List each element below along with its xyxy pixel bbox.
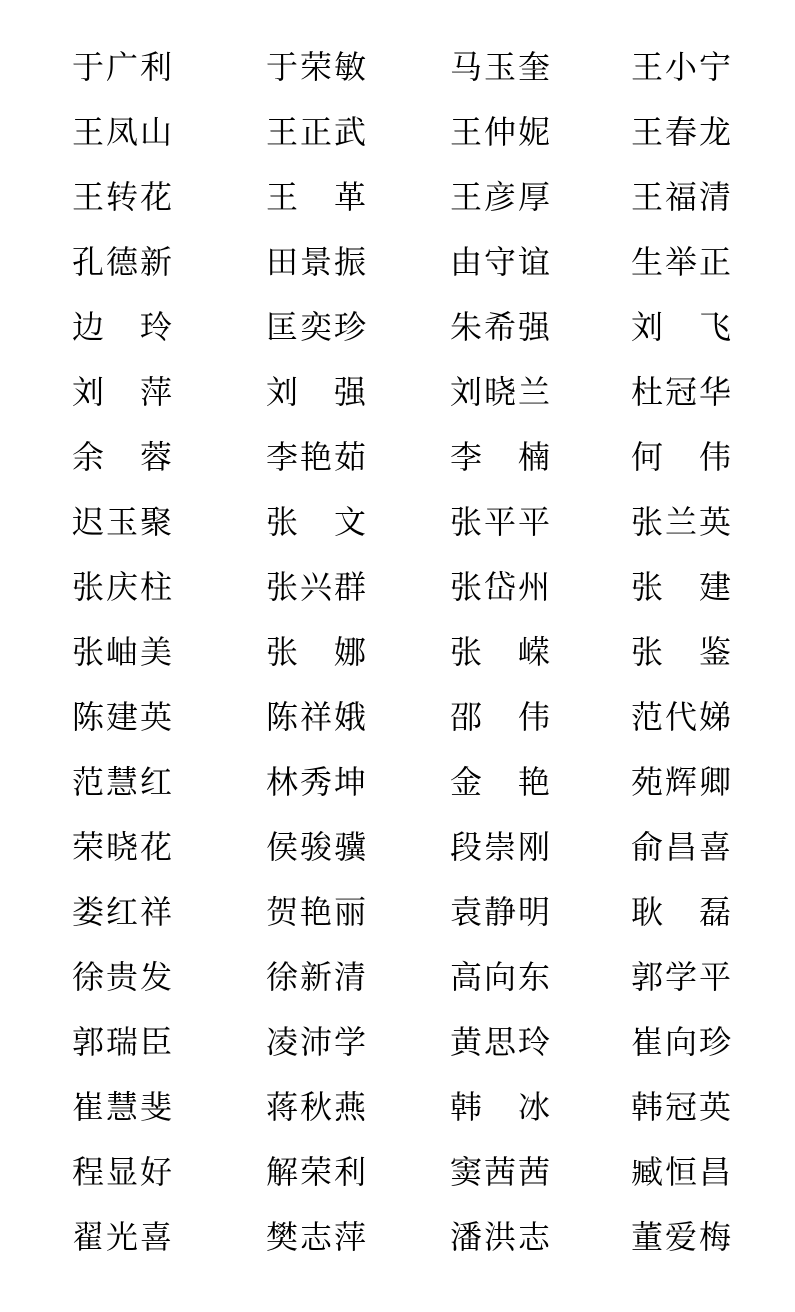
name-row [0,425,795,490]
name-row [0,815,795,880]
person-name: 蒋 秋 燕 [266,1088,367,1126]
name-row [0,100,795,165]
person-name: 范 慧 红 [72,763,173,801]
person-name: 高 向 东 [450,958,551,996]
person-name: 生 举 正 [631,243,732,281]
person-name: 娄 红 祥 [72,893,173,931]
name-row [0,35,795,100]
person-name: 崔 慧 斐 [72,1088,173,1126]
person-name: 张 庆 柱 [72,568,173,606]
person-name: 孔 德 新 [72,243,173,281]
person-name: 段 崇 刚 [450,828,551,866]
person-name: 余 蓉 [72,438,173,476]
person-name: 张 平 平 [450,503,551,541]
person-name: 于 广 利 [72,48,173,86]
person-name: 于 荣 敏 [266,48,367,86]
person-name: 韩 冠 英 [631,1088,732,1126]
name-row [0,880,795,945]
person-name: 王 小 宁 [631,48,732,86]
person-name: 王 转 花 [72,178,173,216]
person-name: 张 岫 美 [72,633,173,671]
person-name: 刘 强 [266,373,367,411]
person-name: 林 秀 坤 [266,763,367,801]
person-name: 张 建 [631,568,732,606]
name-row [0,685,795,750]
name-row [0,1010,795,1075]
person-name: 樊 志 萍 [266,1218,367,1256]
person-name: 张 文 [266,503,367,541]
person-name: 朱 希 强 [450,308,551,346]
person-name: 王 正 武 [266,113,367,151]
person-name: 王 福 清 [631,178,732,216]
person-name: 王 仲 妮 [450,113,551,151]
person-name: 马 玉 奎 [450,48,551,86]
person-name: 陈 祥 娥 [266,698,367,736]
person-name: 徐 贵 发 [72,958,173,996]
name-row [0,1075,795,1140]
person-name: 臧 恒 昌 [631,1153,732,1191]
name-row [0,360,795,425]
person-name: 何 伟 [631,438,732,476]
name-row [0,1140,795,1205]
person-name: 黄 思 玲 [450,1023,551,1061]
person-name: 贺 艳 丽 [266,893,367,931]
name-row [0,165,795,230]
person-name: 翟 光 喜 [72,1218,173,1256]
person-name: 崔 向 珍 [631,1023,732,1061]
person-name: 王 彦 厚 [450,178,551,216]
person-name: 耿 磊 [631,893,732,931]
person-name: 程 显 好 [72,1153,173,1191]
name-list [0,35,795,1270]
person-name: 刘 萍 [72,373,173,411]
name-row [0,750,795,815]
person-name: 张 鉴 [631,633,732,671]
name-row [0,490,795,555]
person-name: 刘 飞 [631,308,732,346]
person-name: 王 凤 山 [72,113,173,151]
name-row [0,295,795,360]
name-row [0,945,795,1010]
person-name: 张 兴 群 [266,568,367,606]
person-name: 田 景 振 [266,243,367,281]
person-name: 邵 伟 [450,698,551,736]
person-name: 郭 学 平 [631,958,732,996]
person-name: 匡 奕 珍 [266,308,367,346]
person-name: 李 艳 茹 [266,438,367,476]
person-name: 徐 新 清 [266,958,367,996]
person-name: 郭 瑞 臣 [72,1023,173,1061]
person-name: 韩 冰 [450,1088,551,1126]
name-row [0,230,795,295]
person-name: 侯 骏 骥 [266,828,367,866]
person-name: 杜 冠 华 [631,373,732,411]
person-name: 潘 洪 志 [450,1218,551,1256]
name-row [0,1205,795,1270]
person-name: 王 春 龙 [631,113,732,151]
name-row [0,555,795,620]
person-name: 张 娜 [266,633,367,671]
person-name: 迟 玉 聚 [72,503,173,541]
person-name: 陈 建 英 [72,698,173,736]
person-name: 张 嵘 [450,633,551,671]
name-row [0,620,795,685]
person-name: 金 艳 [450,763,551,801]
person-name: 王 革 [266,178,367,216]
person-name: 李 楠 [450,438,551,476]
person-name: 窦 茜 茜 [450,1153,551,1191]
person-name: 由 守 谊 [450,243,551,281]
person-name: 董 爱 梅 [631,1218,732,1256]
person-name: 苑 辉 卿 [631,763,732,801]
person-name: 俞 昌 喜 [631,828,732,866]
person-name: 张 岱 州 [450,568,551,606]
person-name: 凌 沛 学 [266,1023,367,1061]
person-name: 刘 晓 兰 [450,373,551,411]
person-name: 荣 晓 花 [72,828,173,866]
person-name: 解 荣 利 [266,1153,367,1191]
person-name: 范 代 娣 [631,698,732,736]
person-name: 张 兰 英 [631,503,732,541]
person-name: 袁 静 明 [450,893,551,931]
person-name: 边 玲 [72,308,173,346]
